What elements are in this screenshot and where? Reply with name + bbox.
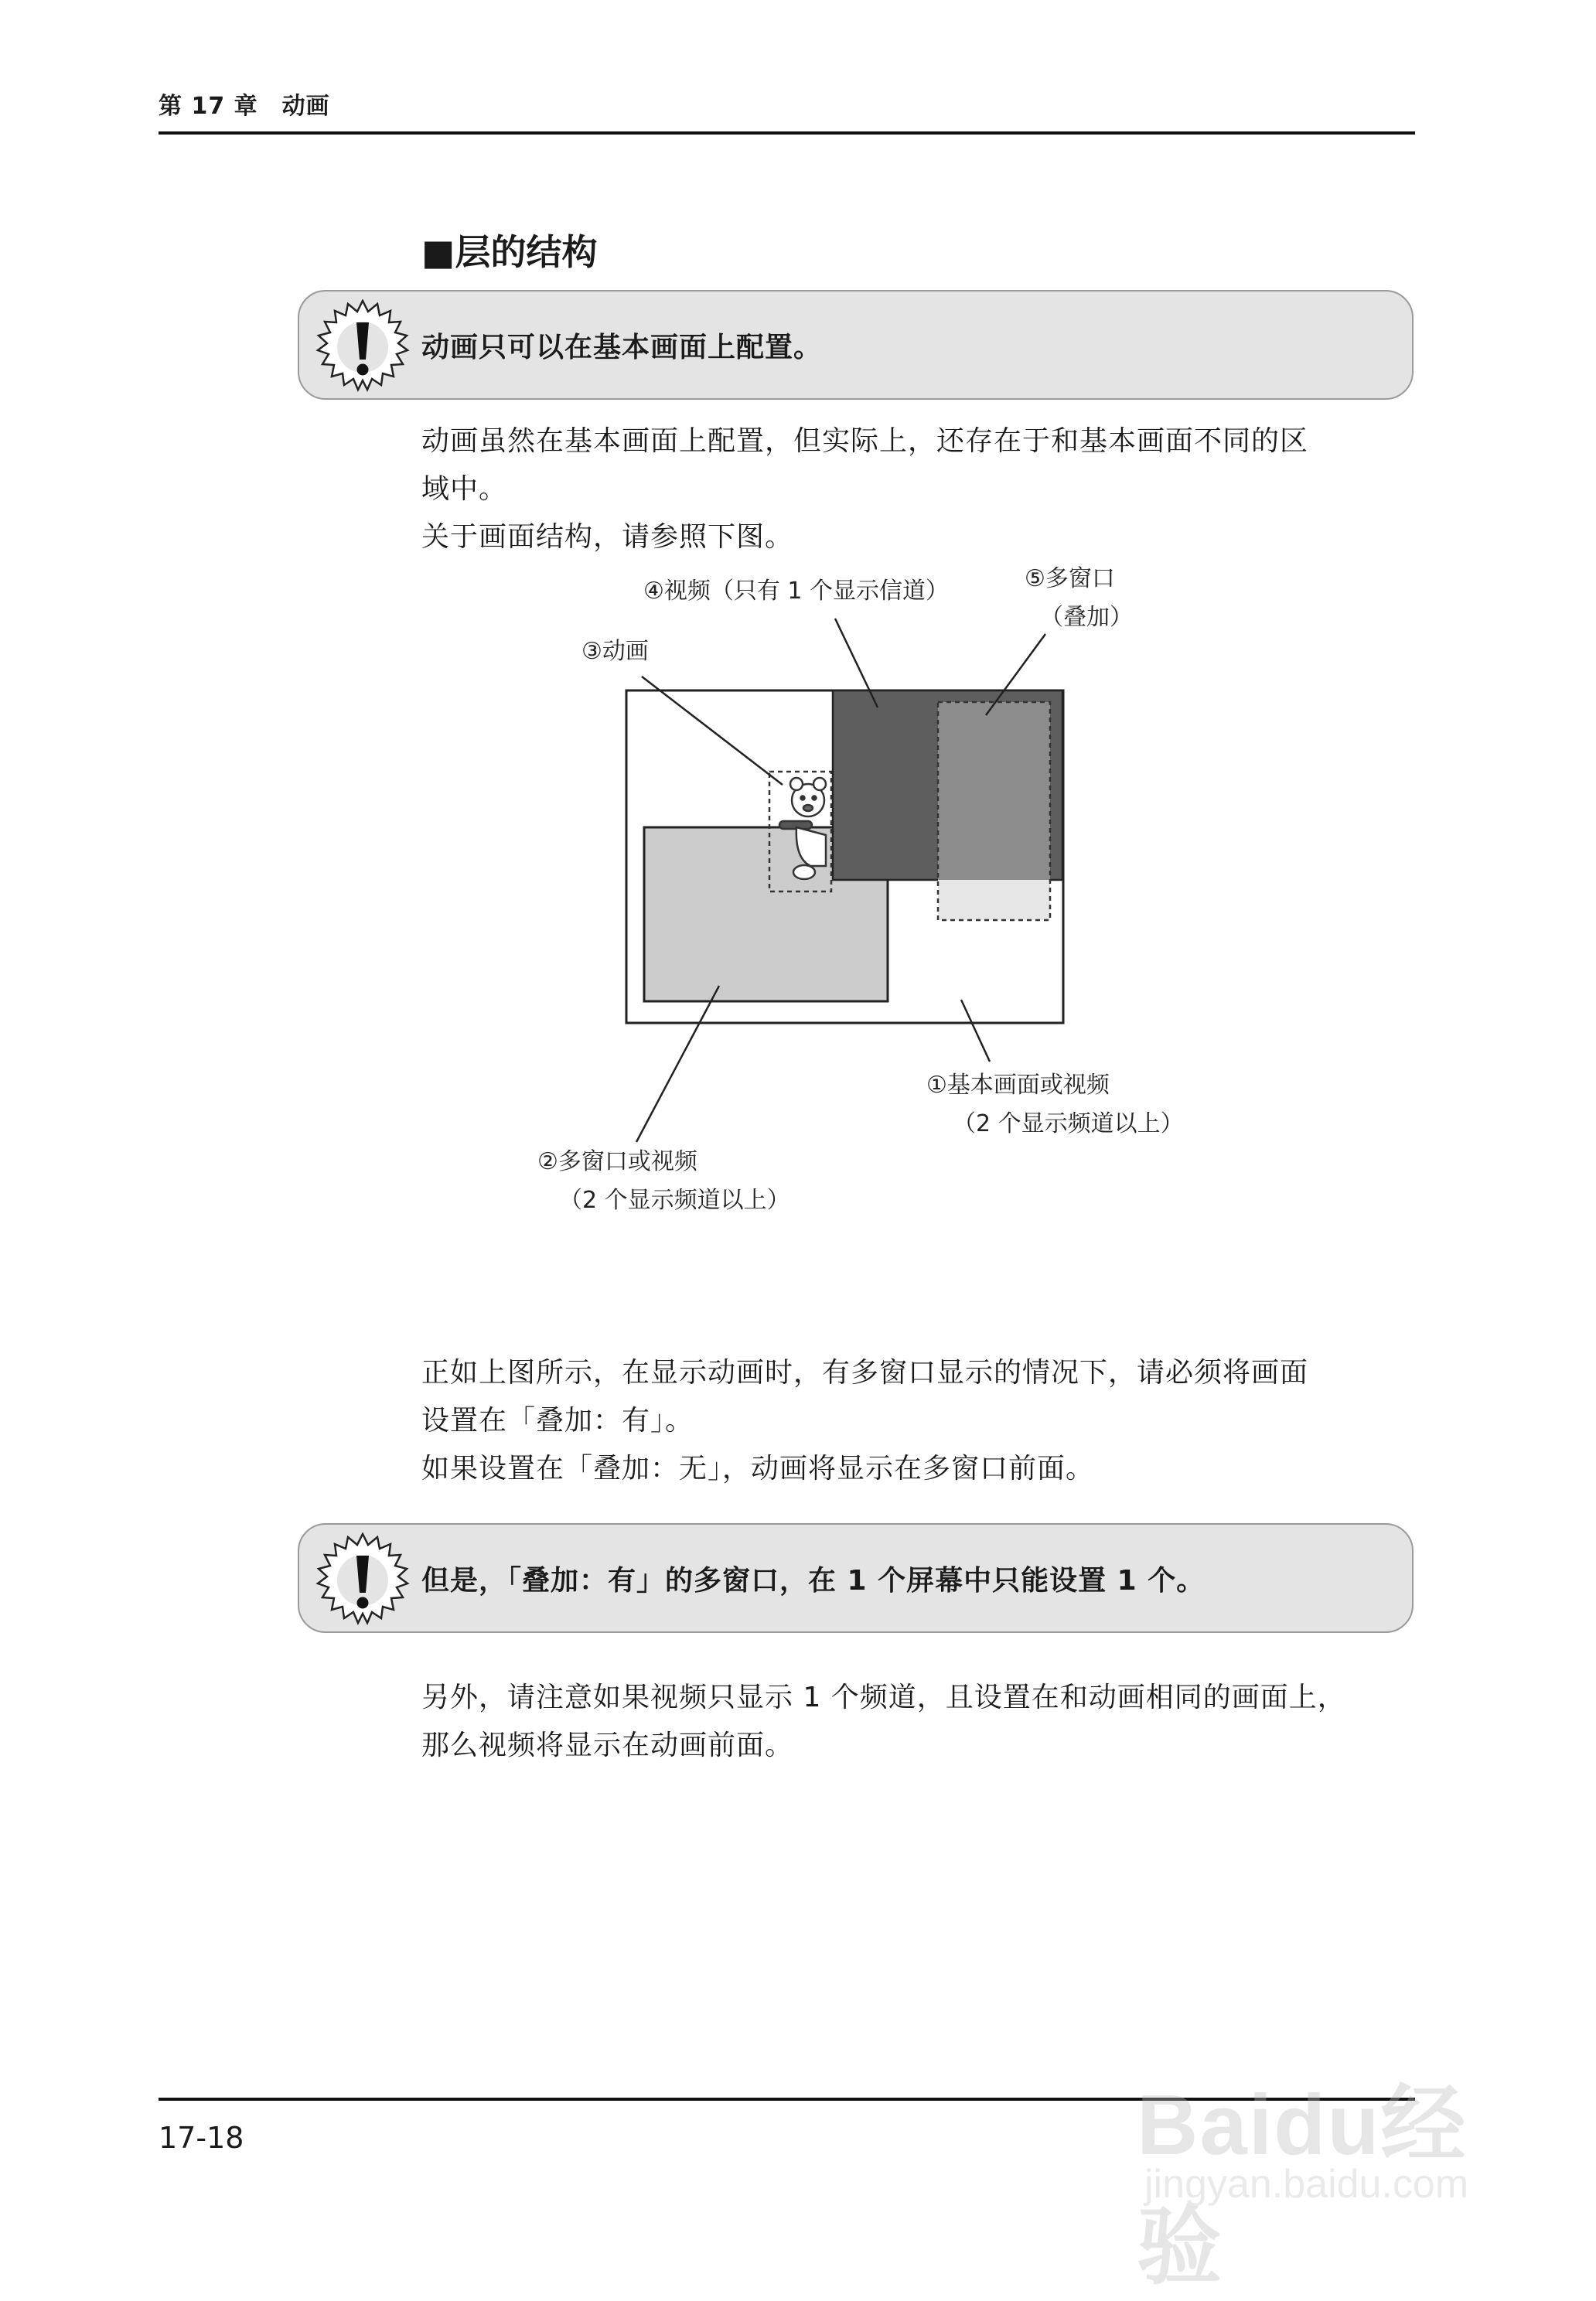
label-overlay-window: ⑤多窗口 (1025, 565, 1115, 592)
paragraph-line: 另外，请注意如果视频只显示 1 个频道，且设置在和动画相同的画面上， (421, 1682, 1346, 1713)
paragraph-line: 那么视频将显示在动画前面。 (421, 1730, 794, 1761)
watermark-brand: Baidu经验 (1137, 2078, 1468, 2295)
paragraph-line: 域中。 (421, 473, 508, 505)
closing-paragraph (421, 1674, 1415, 1770)
label-overlay-sub: （叠加） (1040, 604, 1133, 631)
baidu-watermark (1137, 2041, 1539, 2295)
overlay-window-lower (938, 880, 1050, 920)
label-base-screen: ①基本画面或视频 (926, 1072, 1110, 1099)
exclamation-badge-icon (315, 1532, 411, 1628)
warning-note (298, 1523, 1414, 1633)
warning-note-text: 动画只可以在基本画面上配置。 (421, 331, 823, 363)
paragraph-line: 关于画面结构，请参照下图。 (421, 521, 794, 553)
warning-note-text: 但是，「叠加：有」的多窗口，在 1 个屏幕中只能设置 1 个。 (421, 1564, 1206, 1597)
overlay-window-rect (938, 702, 1050, 880)
paragraph-line: 设置在「叠加：有」。 (421, 1405, 694, 1437)
label-multi-window: ②多窗口或视频 (537, 1148, 697, 1175)
paragraph-line: 正如上图所示，在显示动画时，有多窗口显示的情况下，请必须将画面 (421, 1357, 1309, 1389)
explanation-paragraph (421, 1349, 1415, 1493)
chapter-heading: 第 17 章 动画 (159, 93, 330, 120)
section-title: ■层的结构 (421, 231, 598, 273)
label-base-screen-sub: （2 个显示频道以上） (953, 1110, 1184, 1137)
label-animation: ③动画 (581, 638, 649, 665)
watermark-url: jingyan.baidu.com (1144, 2162, 1469, 2207)
paragraph-line: 动画虽然在基本画面上配置，但实际上，还存在于和基本画面不同的区 (421, 425, 1309, 457)
label-video-1ch: ④视频（只有 1 个显示信道） (643, 578, 950, 605)
page-number: 17-18 (159, 2121, 244, 2155)
paragraph-line: 如果设置在「叠加：无」，动画将显示在多窗口前面。 (421, 1453, 1095, 1485)
label-multi-window-sub: （2 个显示频道以上） (559, 1187, 790, 1214)
